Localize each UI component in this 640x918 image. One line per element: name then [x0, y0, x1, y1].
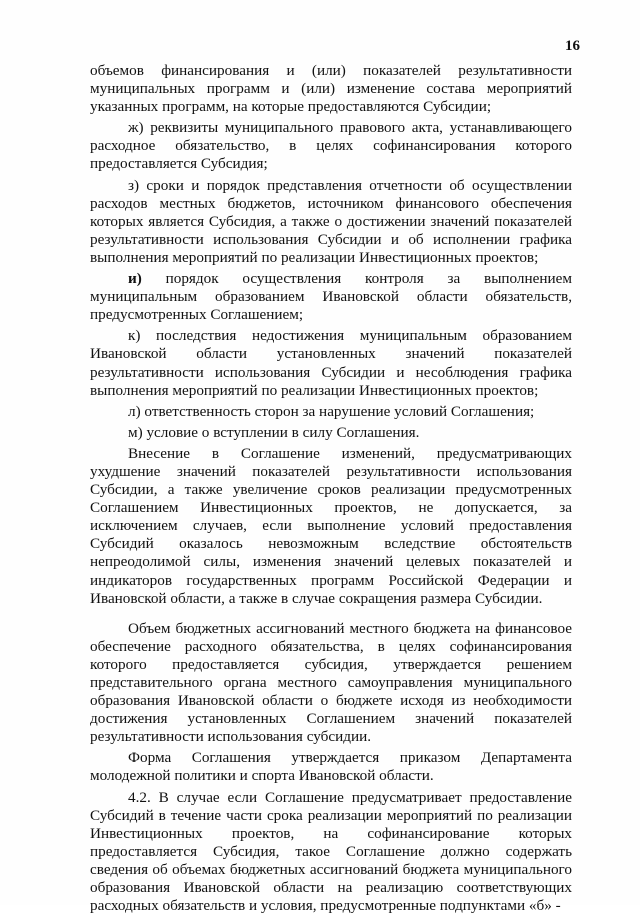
document-body: [90, 62, 572, 918]
paragraph: Объем бюджетных ассигнований местного бюджета на финансовое обеспечение расходного обязательства, в целях софинансирования которого предоставляется субсидия, утверждается решением представительного органа местного самоуправления муниципального образования Ивановской области о бюджете исходя из необходимости достижения установленных Соглашением значений показателей результативности использования субсидии.: [90, 619, 572, 746]
paragraph: Внесение в Соглашение изменений, предусматривающих ухудшение значений показателей результативности использования Субсидии, а также увеличение сроков реализации предусмотренных Соглашением Инвестиционных проектов, не допускается, за исключением случаев, если выполнение условий предоставления Субсидий оказалось невозможным вследствие обстоятельств непреодолимой силы, изменения значений целевых показателей и индикаторов государственных программ Российской Федерации и Ивановской области, а также в случае сокращения размера Субсидии.: [90, 444, 572, 607]
paragraph: объемов финансирования и (или) показателей результативности муниципальных программ и (или) изменение состава мероприятий указанных программ, на которые предоставляются Субсидии;: [90, 62, 572, 116]
page-number: 16: [565, 38, 580, 54]
paragraph: ж) реквизиты муниципального правового акта, устанавливающего расходное обязательство, в целях софинансирования которого предоставляется Субсидия;: [90, 119, 572, 173]
paragraph: к) последствия недостижения муниципальным образованием Ивановской области установленных значений показателей результативности использования Субсидии и несоблюдения графика выполнения мероприятий по реализации Инвестиционных проектов;: [90, 327, 572, 399]
paragraph: л) ответственность сторон за нарушение условий Соглашения;: [128, 402, 535, 420]
paragraph: [90, 270, 572, 324]
paragraph: Форма Соглашения утверждается приказом Департамента молодежной политики и спорта Ивановской области.: [90, 749, 572, 785]
paragraph: з) сроки и порядок представления отчетности об осуществлении расходов местных бюджетов, источником финансового обеспечения которых является Субсидия, а также о достижении значений показателей результативности использования Субсидии и об исполнении графика выполнения мероприятий по реализации Инвестиционных проектов;: [90, 176, 572, 266]
paragraph: м) условие о вступлении в силу Соглашения.: [128, 423, 420, 441]
paragraph: 4.2. В случае если Соглашение предусматривает предоставление Субсидий в течение части срока реализации мероприятий по реализации Инвестиционных проектов, на софинансирование которых предоставляется Субсидия, такое Соглашение должно содержать сведения об объемах бюджетных ассигнований бюджета муниципального образования Ивановской области на реализацию соответствующих расходных обязательств и условия, предусмотренные подпунктами «б» -: [90, 788, 572, 915]
paragraph-text: порядок осуществления контроля за выполнением муниципальным образованием Ивановской области обязательств, предусмотренных Соглашением;: [90, 270, 572, 324]
list-marker: и): [128, 270, 142, 288]
